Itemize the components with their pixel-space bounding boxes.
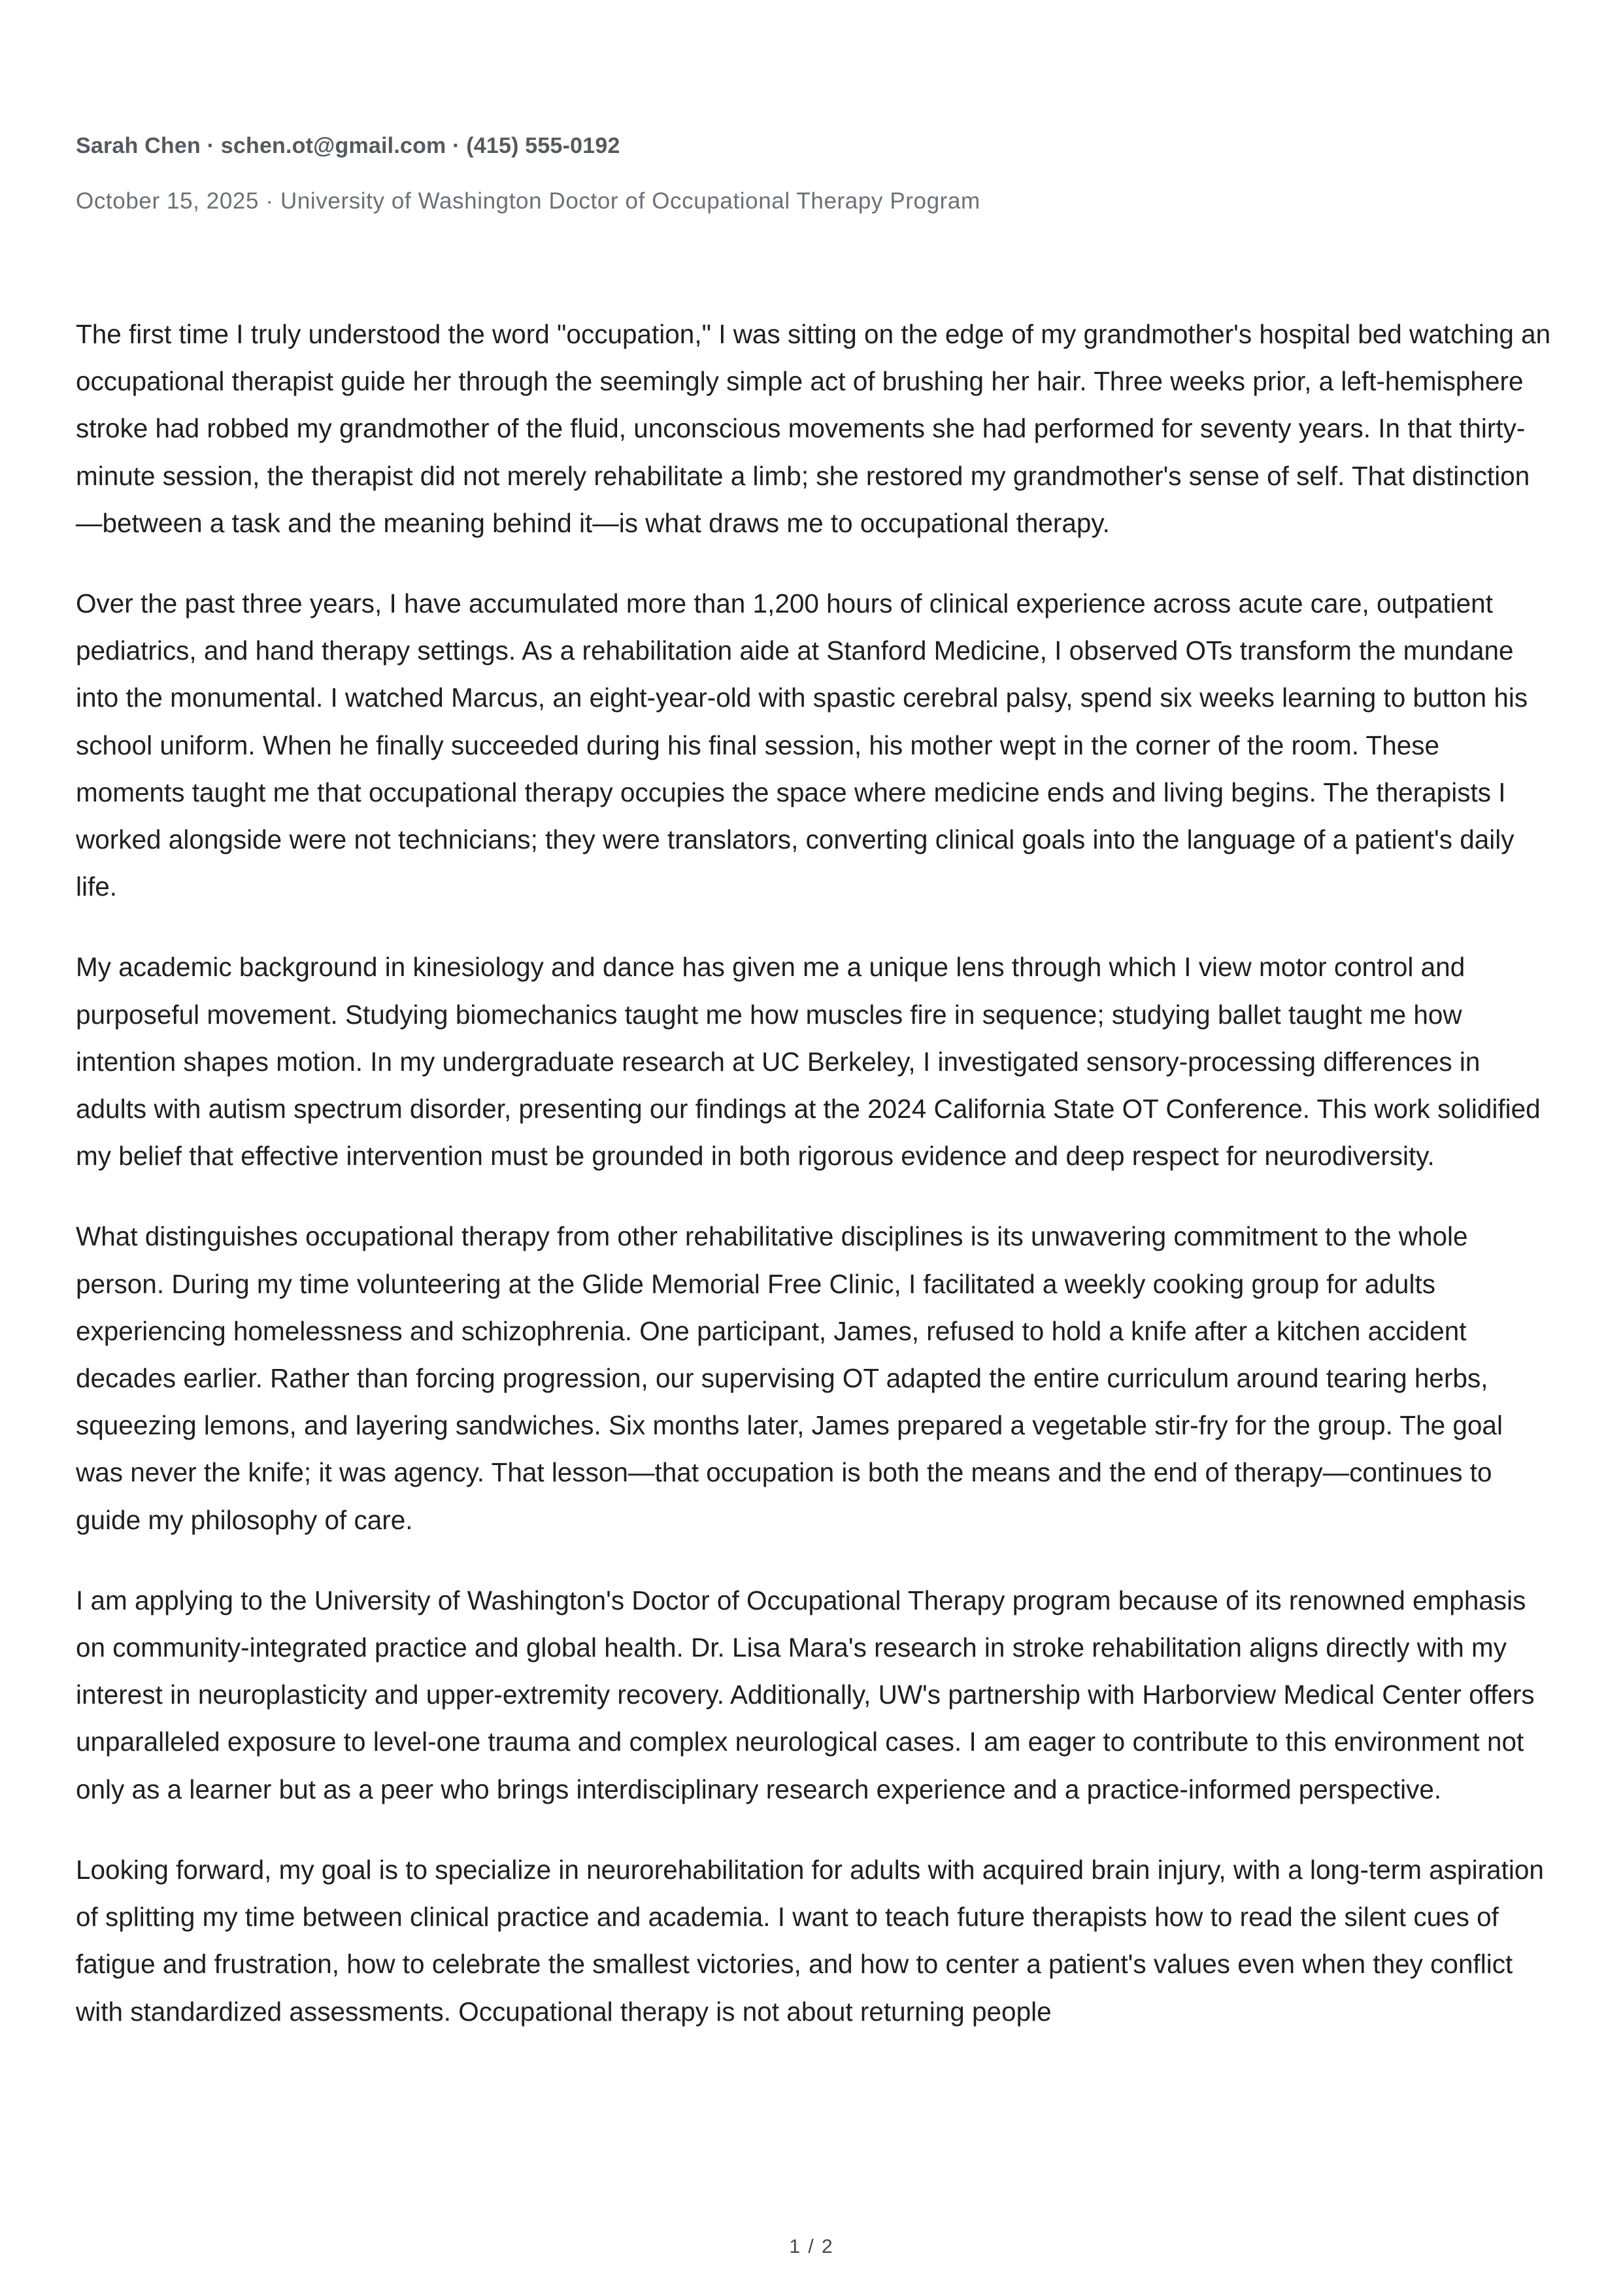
paragraph: My academic background in kinesiology and dance has given me a unique lens through which I view motor control and purposeful movement. Studying biomechanics taught me how muscles fire in sequence; studying ballet taught me how intention shapes motion. In my undergraduate research at UC Berkeley, I investigated sensory-processing differences in adults with autism spectrum disorder, presenting our findings at the 2024 California State OT Conference. This work solidified my belief that effective intervention must be grounded in both rigorous evidence and deep respect for neurodiversity. bbox=[76, 952, 1541, 1172]
paragraph: The first time I truly understood the word "occupation," I was sitting on the edge of my grandmother's hospital bed watching an occupational therapist guide her through the seemingly simple act of brushing her hair. Three weeks prior, a left-hemisphere stroke had robbed my grandmother of the fluid, unconscious movements she had performed for seventy years. In that thirty-minute session, the therapist did not merely rehabilitate a limb; she restored my grandmother's sense of self. That distinction—between a task and the meaning behind it—is what draws me to occupational therapy. bbox=[76, 319, 1551, 538]
essay-body bbox=[76, 311, 1553, 2068]
page-number: 1 / 2 bbox=[789, 2236, 834, 2257]
paragraph: Looking forward, my goal is to specialize in neurorehabilitation for adults with acquired brain injury, with a long-term aspiration of splitting my time between clinical practice and academia. I want to teach future therapists how to read the silent cues of fatigue and frustration, how to celebrate the smallest victories, and how to center a patient's values even when they conflict with standardized assessments. Occupational therapy is not about returning people bbox=[76, 1854, 1544, 2027]
paragraph: Over the past three years, I have accumulated more than 1,200 hours of clinical experience across acute care, outpatient pediatrics, and hand therapy settings. As a rehabilitation aide at Stanford Medicine, I observed OTs transform the mundane into the monumental. I watched Marcus, an eight-year-old with spastic cerebral palsy, spend six weeks learning to button his school uniform. When he finally succeeded during his final session, his mother wept in the corner of the room. These moments taught me that occupational therapy occupies the space where medicine ends and living begins. The therapists I worked alongside were not technicians; they were translators, converting clinical goals into the language of a patient's daily life. bbox=[76, 588, 1528, 902]
paragraph: What distinguishes occupational therapy from other rehabilitative disciplines is its unwavering commitment to the whole person. During my time volunteering at the Glide Memorial Free Clinic, I facilitated a weekly cooking group for adults experiencing homelessness and schizophrenia. One participant, James, refused to hold a knife after a kitchen accident decades earlier. Rather than forcing progression, our supervising OT adapted the entire curriculum around tearing herbs, squeezing lemons, and layering sandwiches. Six months later, James prepared a vegetable stir-fry for the group. The goal was never the knife; it was agency. That lesson—that occupation is both the means and the end of therapy—continues to guide my philosophy of care. bbox=[76, 1221, 1503, 1535]
contact-line: Sarah Chen · schen.ot@gmail.com · (415) 555-0192 bbox=[76, 133, 620, 158]
date-program-line: October 15, 2025 · University of Washington Doctor of Occupational Therapy Program bbox=[76, 188, 980, 214]
paragraph: I am applying to the University of Washington's Doctor of Occupational Therapy program because of its renowned emphasis on community-integrated practice and global health. Dr. Lisa Mara's research in stroke rehabilitation aligns directly with my interest in neuroplasticity and upper-extremity recovery. Additionally, UW's partnership with Harborview Medical Center offers unparalleled exposure to level-one trauma and complex neurological cases. I am eager to contribute to this environment not only as a learner but as a peer who brings interdisciplinary research experience and a practice-informed perspective. bbox=[76, 1585, 1535, 1804]
